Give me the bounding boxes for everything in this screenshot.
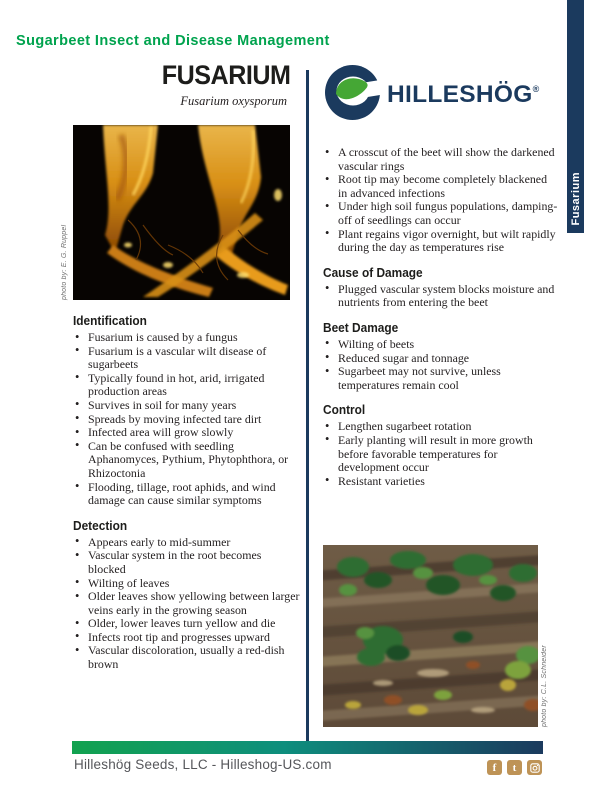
twitter-icon[interactable]: t bbox=[507, 760, 522, 775]
bullet-item: • Root tip may become completely blackened in advanced infections bbox=[323, 173, 559, 200]
page-title: FUSARIUM bbox=[161, 60, 290, 90]
bullet-item: • Wilting of leaves bbox=[73, 577, 301, 591]
hilleshog-globe-leaf-icon bbox=[325, 65, 380, 125]
control-list bbox=[323, 420, 559, 488]
side-index-tab bbox=[567, 0, 584, 233]
bullet-item: • Wilting of beets bbox=[323, 338, 559, 352]
section-heading-identification: Identification bbox=[73, 314, 147, 328]
bullet-item: • Infected area will grow slowly bbox=[73, 426, 301, 440]
facebook-icon[interactable]: f bbox=[487, 760, 502, 775]
fusarium-roots-photo bbox=[73, 125, 290, 300]
left-column bbox=[73, 314, 301, 674]
bullet-item: • Resistant varieties bbox=[323, 475, 559, 489]
bullet-item: • Vascular discoloration, usually a red-dish brown bbox=[73, 644, 301, 671]
bullet-item: • Survives in soil for many years bbox=[73, 399, 301, 413]
series-title: Sugarbeet Insect and Disease Management bbox=[16, 33, 330, 49]
masthead bbox=[73, 61, 290, 109]
bullet-item: • Plugged vascular system blocks moisture and nutrients from entering the beet bbox=[323, 283, 559, 310]
footer-gradient-bar bbox=[72, 741, 543, 754]
bullet-item: • Older leaves show yellowing between larger veins early in the growing season bbox=[73, 590, 301, 617]
section-heading-detection: Detection bbox=[73, 518, 128, 533]
hilleshog-logo bbox=[325, 65, 540, 125]
identification-list bbox=[73, 331, 301, 508]
detection-list bbox=[73, 536, 301, 672]
photo-credit-field: photo by: C.L. Schneider bbox=[541, 645, 548, 727]
bullet-item: • Reduced sugar and tonnage bbox=[323, 352, 559, 366]
column-divider bbox=[306, 70, 309, 741]
bullet-item: • Spreads by moving infected tare dirt bbox=[73, 413, 301, 427]
cause-of-damage-list bbox=[323, 283, 559, 310]
beet-damage-list bbox=[323, 338, 559, 392]
bullet-item: • Fusarium is caused by a fungus bbox=[73, 331, 301, 345]
bullet-item: • Plant regains vigor overnight, but wilt rapidly during the day as temperatures rise bbox=[323, 228, 559, 255]
section-heading-beet-damage: Beet Damage bbox=[323, 320, 399, 335]
logo-wordmark: HILLESHÖG® bbox=[387, 81, 540, 108]
bullet-item: • Typically found in hot, arid, irrigated production areas bbox=[73, 372, 301, 399]
bullet-item: • Infects root tip and progresses upward bbox=[73, 631, 301, 645]
right-column bbox=[323, 146, 559, 490]
instagram-icon[interactable] bbox=[527, 760, 542, 775]
bullet-item: • Sugarbeet may not survive, unless temperatures remain cool bbox=[323, 365, 559, 392]
bullet-item: • A crosscut of the beet will show the darkened vascular rings bbox=[323, 146, 559, 173]
bullet-item: • Flooding, tillage, root aphids, and wind damage can cause similar symptoms bbox=[73, 481, 301, 508]
bullet-item: • Lengthen sugarbeet rotation bbox=[323, 420, 559, 434]
side-tab-label: Fusarium bbox=[569, 172, 582, 226]
section-heading-control: Control bbox=[323, 403, 366, 418]
bullet-item: • Can be confused with seedling Aphanomyces, Pythium, Phytophthora, or Rhizoctonia bbox=[73, 440, 301, 481]
social-links bbox=[487, 760, 542, 775]
bullet-item: • Vascular system in the root becomes blocked bbox=[73, 549, 301, 576]
footer-company-link[interactable]: Hilleshög Seeds, LLC - Hilleshog-US.com bbox=[74, 757, 332, 772]
section-heading-cause-of-damage: Cause of Damage bbox=[323, 265, 423, 280]
species-name: Fusarium oxysporum bbox=[180, 94, 287, 108]
bullet-item: • Appears early to mid-summer bbox=[73, 536, 301, 550]
bullet-item: • Early planting will result in more growth before favorable temperatures for development occur bbox=[323, 434, 559, 475]
bullet-item: • Older, lower leaves turn yellow and die bbox=[73, 617, 301, 631]
photo-credit-roots: photo by: E. G. Ruppel bbox=[61, 224, 68, 300]
symptoms-continued-list bbox=[323, 146, 559, 255]
bullet-item: • Under high soil fungus populations, damping-off of seedlings can occur bbox=[323, 200, 559, 227]
registered-mark: ® bbox=[532, 84, 540, 94]
bullet-item: • Fusarium is a vascular wilt disease of sugarbeets bbox=[73, 345, 301, 372]
wilting-field-photo bbox=[323, 545, 538, 727]
